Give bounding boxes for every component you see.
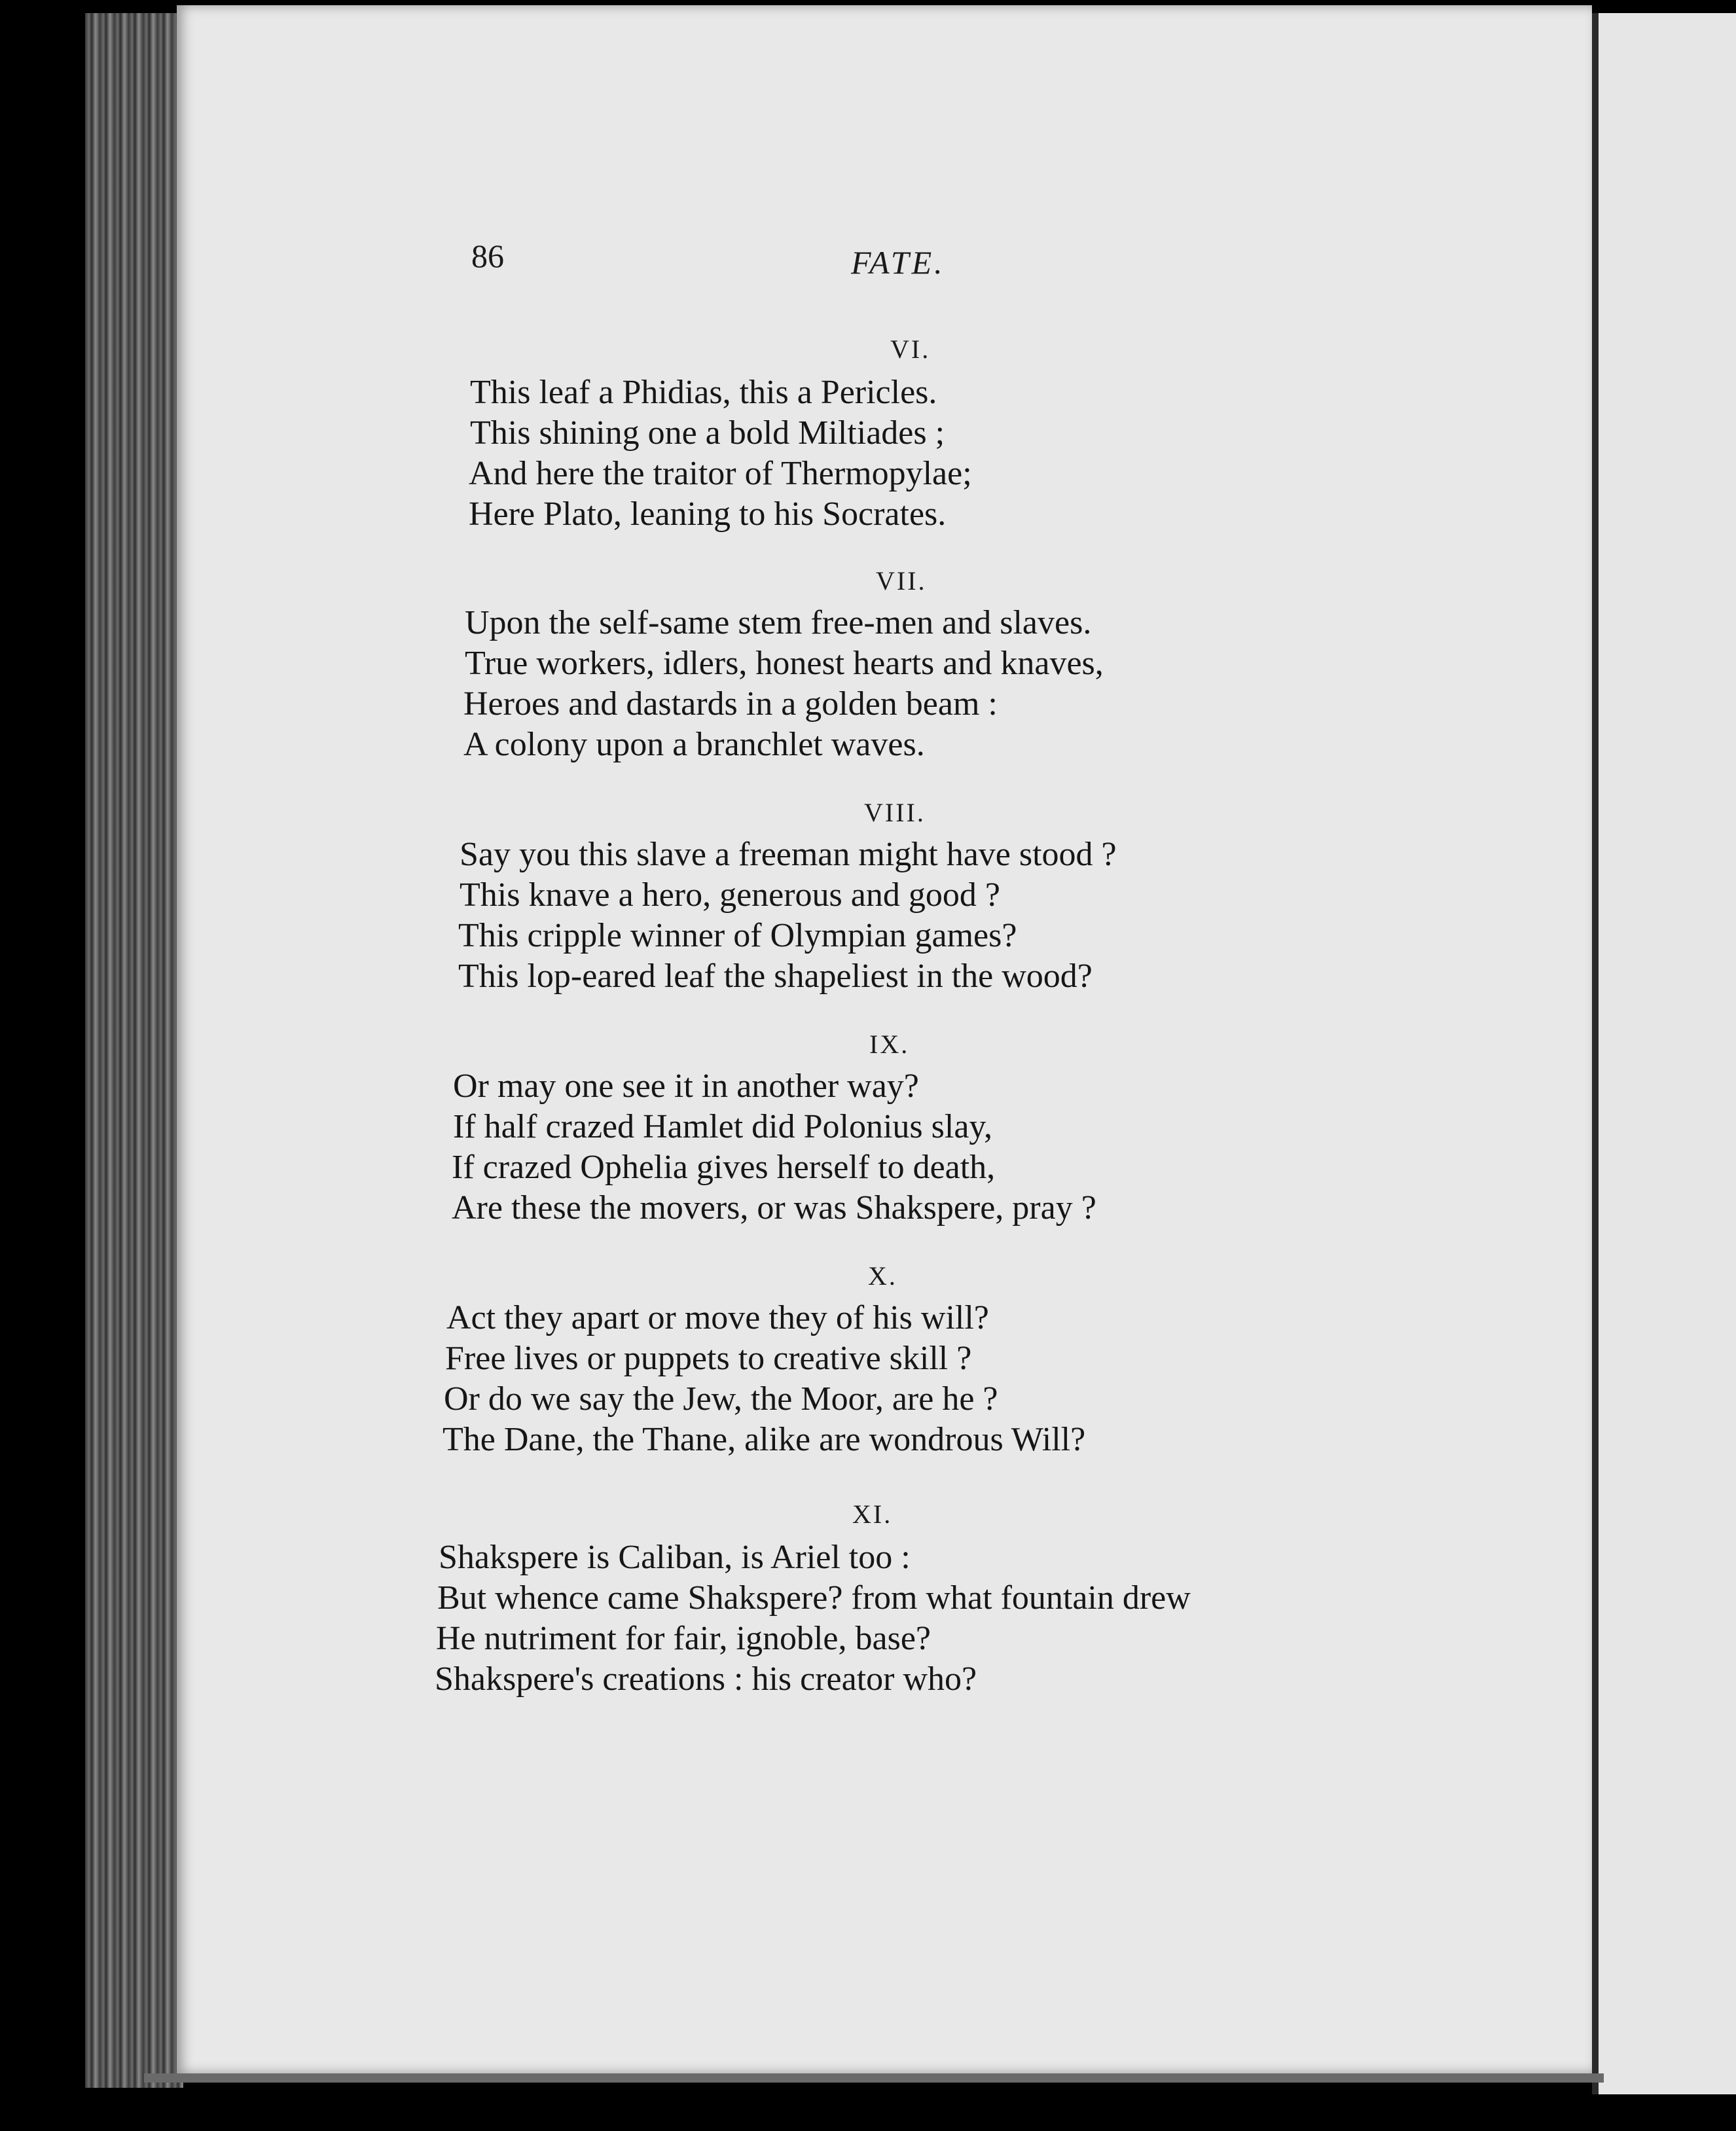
- poem-line: Free lives or puppets to creative skill ?: [445, 1340, 972, 1377]
- poem-line: Upon the self-same stem free-men and slaves.: [465, 604, 1092, 641]
- poem-line: This knave a hero, generous and good ?: [460, 876, 1000, 914]
- stanza-numeral: XI.: [852, 1499, 893, 1529]
- poem-line: The Dane, the Thane, alike are wondrous Will?: [443, 1421, 1086, 1458]
- facing-page-edge: [1592, 13, 1736, 2094]
- page-bottom-edge: [144, 2073, 1604, 2083]
- poem-line: If crazed Ophelia gives herself to death,: [452, 1149, 996, 1186]
- poem-line: But whence came Shakspere? from what fountain drew: [437, 1579, 1191, 1617]
- poem-line: If half crazed Hamlet did Polonius slay,: [453, 1108, 993, 1145]
- stanza-numeral: VII.: [876, 566, 927, 596]
- poem-line: He nutriment for fair, ignoble, base?: [436, 1620, 931, 1657]
- poem-line: This shining one a bold Miltiades ;: [470, 414, 945, 452]
- poem-line: Or may one see it in another way?: [453, 1067, 919, 1105]
- poem-line: Heroes and dastards in a golden beam :: [463, 685, 998, 723]
- poem-line: Here Plato, leaning to his Socrates.: [469, 495, 947, 533]
- poem-line: Shakspere's creations : his creator who?: [435, 1660, 977, 1698]
- stanza-numeral: VI.: [890, 334, 931, 364]
- running-title: FATE.: [851, 244, 945, 281]
- poem-line: And here the traitor of Thermopylae;: [469, 455, 972, 492]
- poem-line: A colony upon a branchlet waves.: [463, 726, 925, 763]
- poem-line: Act they apart or move they of his will?: [446, 1299, 989, 1336]
- poem-line: Are these the movers, or was Shakspere, pray ?: [452, 1189, 1096, 1227]
- page-edge-stack: [85, 13, 183, 2088]
- page-number: 86: [471, 238, 504, 274]
- poem-line: Or do we say the Jew, the Moor, are he ?: [444, 1380, 998, 1418]
- stanza-numeral: IX.: [869, 1030, 910, 1059]
- poem-line: True workers, idlers, honest hearts and knaves,: [465, 645, 1104, 682]
- poem-line: Say you this slave a freeman might have stood ?: [460, 836, 1117, 873]
- poem-line: This cripple winner of Olympian games?: [458, 917, 1017, 954]
- poem-line: This lop-eared leaf the shapeliest in the wood?: [458, 958, 1093, 995]
- stanza-numeral: VIII.: [864, 798, 926, 827]
- poem-line: Shakspere is Caliban, is Ariel too :: [439, 1539, 911, 1576]
- poem-line: This leaf a Phidias, this a Pericles.: [470, 374, 937, 411]
- stanza-numeral: X.: [868, 1261, 897, 1291]
